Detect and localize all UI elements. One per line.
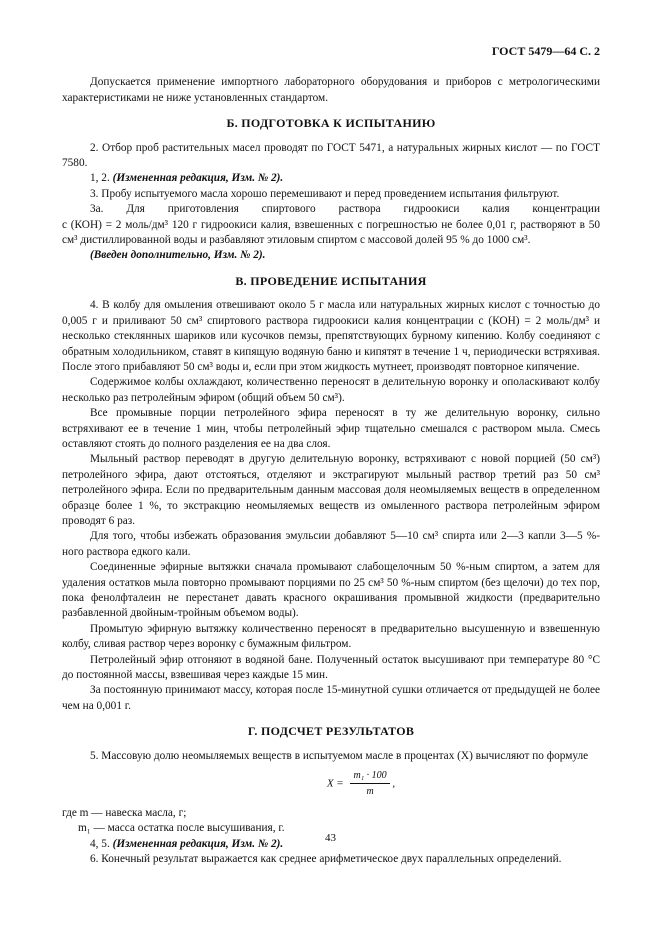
note-1-2 bbox=[62, 171, 600, 186]
paragraph-4-cont-2: Все промывные порции петролейного эфира переносят в ту же делительную воронку, сильно встряхивают ее в течение 1 мин, чтобы петролейный эфир тщательно смешался с раствором мыла. Смесь оставляют стоять до полного разделения ее на два слоя. bbox=[62, 407, 600, 450]
paragraph-4-cont-7: Петролейный эфир отгоняют в водяной бане. Полученный остаток высушивают при температуре 80 °С до постоянной массы, взвешивая через каждые 15 мин. bbox=[62, 653, 600, 682]
paragraph-4-cont-4: Для того, чтобы избежать образования эмульсии добавляют 5—10 см³ спирта или 2—3 капли 3—5 %-ного раствора едкого кали. bbox=[62, 530, 600, 558]
paragraph-3a-line1: 3а. Для приготовления спиртового раствора гидроокиси калия концентрации bbox=[90, 203, 600, 216]
paragraph-3: 3. Пробу испытуемого масла хорошо перемешивают и перед проведением испытания фильтруют. bbox=[90, 187, 560, 200]
paragraph-4-cont-6: Промытую эфирную вытяжку количественно переносят в предварительно высушенную и взвешенную колбу, сливая раствор через воронку с бумажным фильтром. bbox=[62, 622, 600, 651]
where-line-1: где m — навеска масла, г; bbox=[62, 806, 187, 819]
note-3a: (Введен дополнительно, Изм. № 2). bbox=[90, 249, 266, 262]
note-1-2-num: 1, 2. bbox=[90, 172, 110, 185]
paragraph-4: 4. В колбу для омыления отвешивают около 5 г масла или натуральных жирных кислот с точностью до 0,005 г и приливают 50 см³ спиртового раствора гидроокиси калия концентрации c (КОН) = 2 моль/дм³ и несколько стеклянных шариков или кусочков пемзы, препятствующих бурному кипению. Колбу соединяют с обратным холодильником, ставят в кипящую водяную баню и кипятят в течение 1 ч, периодически встряхивая. После этого прибавляют 50 см³ воды и, если при этом жидкость мутнеет, производят повторное кипячение. bbox=[62, 299, 600, 373]
formula-fraction bbox=[350, 768, 389, 800]
where-line-2: m₁ — масса остатка после высушивания, г. bbox=[78, 822, 285, 835]
note-4-5-text: (Измененная редакция, Изм. № 2). bbox=[112, 837, 284, 850]
page-number: 43 bbox=[325, 832, 336, 844]
formula-denominator: m bbox=[366, 786, 374, 798]
formula bbox=[122, 768, 600, 800]
paragraph-4-cont-3: Мыльный раствор переводят в другую делительную воронку, встряхивают с новой порцией (50 см³) петролейного эфира, дают отстояться, отделяют и экстрагируют мыльный раствор третий раз 50 см³ петролейного эфира. Если по предварительным данным массовая доля неомыляемых веществ в определенном образце более 1 %, то экстракцию неомыляемых веществ из омыленного раствора петролейным эфиром проводят 6 раз. bbox=[62, 453, 600, 527]
note-1-2-text: (Измененная редакция, Изм. № 2). bbox=[112, 172, 284, 185]
paragraph-4-cont-1: Содержимое колбы охлаждают, количественно переносят в делительную воронку и ополаскивают колбу несколько раз петролейным эфиром (общий объем 50 см³). bbox=[62, 376, 600, 404]
formula-numerator: m₁ · 100 bbox=[350, 768, 389, 784]
section-v-title: В. ПРОВЕДЕНИЕ ИСПЫТАНИЯ bbox=[235, 273, 427, 288]
section-b-title: Б. ПОДГОТОВКА К ИСПЫТАНИЮ bbox=[226, 116, 436, 131]
page-header: ГОСТ 5479—64 С. 2 bbox=[491, 44, 600, 58]
formula-tail: , bbox=[392, 777, 396, 790]
paragraph-2: 2. Отбор проб растительных масел проводят по ГОСТ 5471, а натуральных жирных кислот — по ГОСТ 7580. bbox=[62, 141, 600, 170]
paragraph-3a-rest: c (КОН) = 2 моль/дм³ 120 г гидроокиси калия, взвешенных с погрешностью не более 0,01 г, растворяют в 50 см³ дистиллированной воды и разбавляют этиловым спиртом с массовой долей 95 % до 1000 см³. bbox=[62, 218, 600, 247]
paragraph-4-cont-5: Соединенные эфирные вытяжки сначала промывают слабощелочным 50 %-ным спиртом, а затем для удаления остатков мыла повторно промывают порциями по 25 см³ 50 %-ным спиртом (без щелочи) до тех пор, пока фенолфталеин не перестанет давать красного окрашивания промывной жидкости (предварительно разбавленной двойным-тройным объемом воды). bbox=[62, 561, 600, 620]
paragraph-6: 6. Конечный результат выражается как среднее арифметическое двух параллельных определений. bbox=[90, 853, 562, 866]
paragraph-4-cont-8: За постоянную принимают массу, которая после 15-минутной сушки отличается от предыдущей не более чем на 0,001 г. bbox=[62, 684, 600, 712]
paragraph-5: 5. Массовую долю неомыляемых веществ в испытуемом масле в процентах (X) вычисляют по формуле bbox=[90, 749, 589, 762]
document-page bbox=[62, 44, 600, 868]
section-g-title: Г. ПОДСЧЕТ РЕЗУЛЬТАТОВ bbox=[247, 724, 415, 739]
formula-lhs: X = bbox=[326, 777, 344, 790]
intro-paragraph: Допускается применение импортного лабораторного оборудования и приборов с метрологическими характеристиками не ниже установленных стандартом. bbox=[62, 76, 600, 104]
note-4-5-num: 4, 5. bbox=[90, 837, 110, 850]
